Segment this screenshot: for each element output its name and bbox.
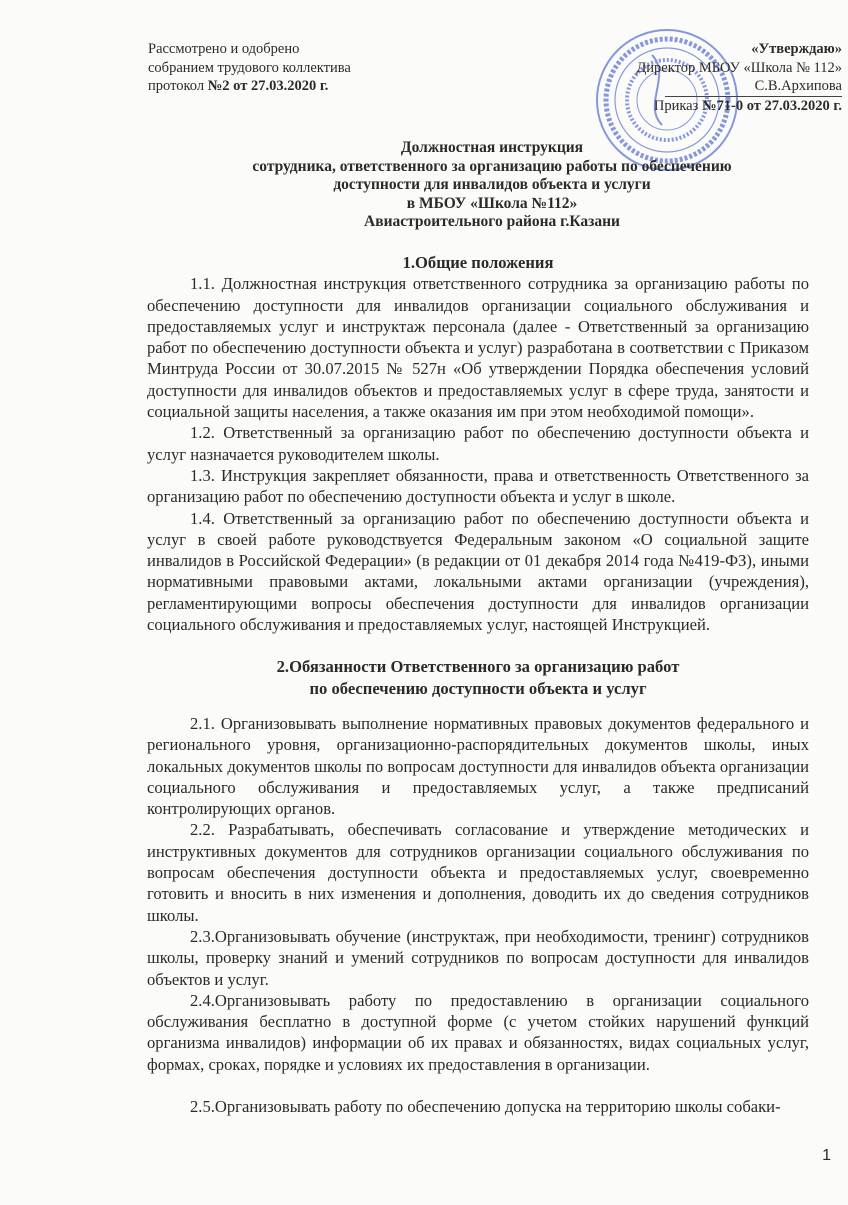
director-signature-name: С.В.Архипова: [665, 77, 842, 97]
approve-label: «Утверждаю»: [751, 41, 842, 57]
order-number: №71-0 от 27.03.2020 г.: [701, 97, 842, 114]
approval-line: собранием трудового коллектива: [148, 59, 351, 76]
protocol-number: №2 от 27.03.2020 г.: [207, 78, 329, 94]
title-line: Должностная инструкция: [400, 139, 584, 156]
section-heading: 2.Обязанности Ответственного за организацию работ: [276, 657, 680, 677]
page-number: 1: [822, 1147, 831, 1165]
approval-line: Рассмотрено и одобрено: [148, 41, 300, 57]
paragraph: 2.5.Организовывать работу по обеспечению допуска на территорию школы собаки-: [190, 1096, 781, 1116]
section-duties-cont: [147, 1096, 809, 1117]
section-heading: 1.Общие положения: [402, 253, 554, 272]
title-line: доступности для инвалидов объекта и услуги: [333, 176, 651, 194]
director-line: Директор МБОУ «Школа № 112»: [636, 59, 842, 76]
paragraph: 1.3. Инструкция закрепляет обязанности, права и ответственность Ответственного за организацию работ по обеспечению доступности объекта и услуг в школе.: [147, 465, 809, 507]
section-duties: [147, 656, 809, 1075]
paragraph: 2.2. Разрабатывать, обеспечивать согласование и утверждение методических и инструктивных документов для сотрудников организации социального обслуживания по вопросам обеспечения доступности объекта и предоставляемых услуг, своевременно готовить и вносить в них изменения и дополнения, доводить их до сведения сотрудников школы.: [147, 820, 809, 925]
order-label: Приказ: [653, 97, 702, 114]
paragraph: 1.1. Должностная инструкция ответственного сотрудника за организацию работы по обеспечению доступности для инвалидов организации социального обслуживания и предоставляемых услуг и инструктаж персонала (далее - Ответственный за организацию работ по обеспечению доступности объекта и услуг) разработана в соответствии с Приказом Минтруда России от 30.07.2015 № 527н «Об утверждении Порядка обеспечения условий доступности для инвалидов объектов и предоставляемых услуг в сфере труда, занятости и социальной защиты населения, а также оказания им при этом необходимой помощи».: [147, 274, 809, 422]
paragraph: 2.3.Организовывать обучение (инструктаж, при необходимости, тренинг) сотрудников школы, проверку знаний и умений сотрудников по вопросам доступности для инвалидов объектов и услуг.: [147, 926, 809, 989]
document-body: [147, 0, 831, 1205]
section-heading: по обеспечению доступности объекта и услуг: [309, 678, 647, 698]
paragraph: 1.4. Ответственный за организацию работ по обеспечению доступности объекта и услуг в своей работе руководствуется Федеральным законом «О социальной защите инвалидов в Российской Федерации» (в редакции от 01 декабря 2014 года №419-ФЗ), иными нормативными правовыми актами, локальными актами организации (учреждения), регламентирующими вопросы обеспечения доступности для инвалидов организации социального обслуживания и предоставляемых услуг, настоящей Инструкцией.: [147, 508, 809, 635]
section-general: [147, 252, 809, 635]
title-line: сотрудника, ответственного за организацию работы по обеспечению: [252, 157, 732, 175]
paragraph: 2.4.Организовывать работу по предоставлению в организации социального обслуживания бесплатно в доступной форме (с учетом стойких нарушений функций организма инвалидов) информации об их правах и обязанностях, видах социальных услуг, формах, сроках, порядке и условиях их предоставления в организации.: [147, 990, 809, 1074]
paragraph: 2.1. Организовывать выполнение нормативных правовых документов федерального и регионального уровня, организационно-распорядительных документов школы, иных локальных документов школы по вопросам доступности для инвалидов объекта организации социального обслуживания и предоставляемых услуг, а также предписаний контролирующих органов.: [147, 713, 809, 819]
protocol-label: протокол: [148, 78, 208, 94]
paragraph: 1.2. Ответственный за организацию работ по обеспечению доступности объекта и услуг назначается руководителем школы.: [147, 423, 809, 464]
title-line: в МБОУ «Школа №112»: [406, 194, 578, 212]
title-line: Авиастроительного района г.Казани: [364, 213, 620, 231]
